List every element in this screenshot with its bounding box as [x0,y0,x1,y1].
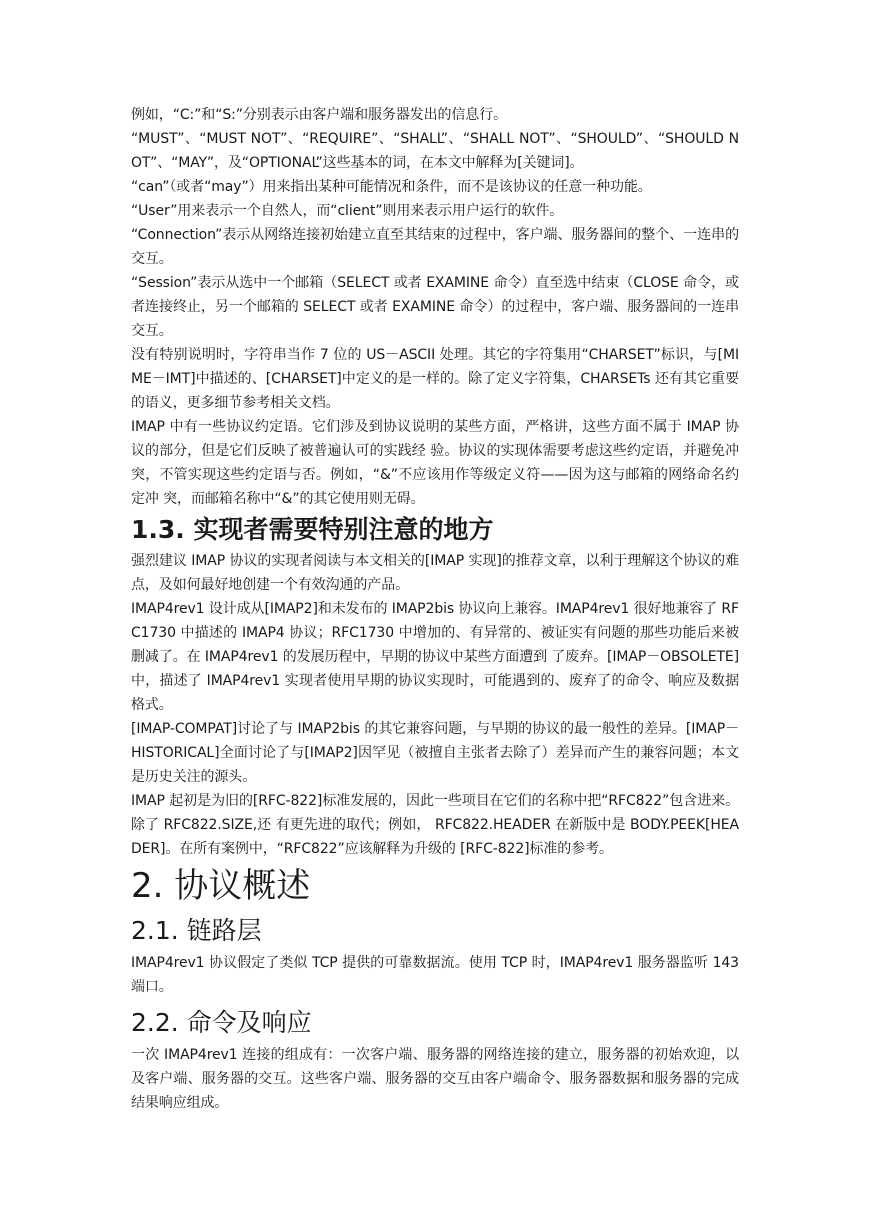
intro-section [131,103,739,511]
paragraph-keywords: “MUST”、“MUST NOT”、“REQUIRE”、“SHALL”、“SHALL NOT”、“SHOULD”、“SHOULD NOT”、“MAY”，及“OPTIONAL”这些基本的词，在本文中解释为[关键词]。 [131,131,739,171]
paragraph-conventions: IMAP 中有一些协议约定语。它们涉及到协议说明的某些方面，严格讲，这些方面不属于 IMAP 协议的部分，但是它们反映了被普遍认可的实践经 验。协议的实现体需要考虑这些约定语，并避免冲突，不管实现这些约定语与否。例如，“&”不应该用作等级定义符——因为这与邮箱的网络命名约定冲 突，而邮箱名称中“&”的其它使用则无碍。 [131,419,739,507]
paragraph-implementers: 强烈建议 IMAP 协议的实现者阅读与本文相关的[IMAP 实现]的推荐文章，以利于理解这个协议的难点，及如何最好地创建一个有效沟通的产品。 [131,553,739,593]
paragraph-link-layer: IMAP4rev1 协议假定了类似 TCP 提供的可靠数据流。使用 TCP 时，IMAP4rev1 服务器监听 143 端口。 [131,955,739,995]
paragraph-can-may: “can”（或者“may”）用来指出某种可能情况和条件，而不是该协议的任意一种功能。 [131,179,652,195]
paragraph-imap-compat: [IMAP-COMPAT]讨论了与 IMAP2bis 的其它兼容问题，与早期的协议的最一般性的差异。[IMAP－HISTORICAL]全面讨论了与[IMAP2]因罕见（被擅自主张者去除了）差异而产生的兼容问题；本文是历史关注的源头。 [131,721,739,785]
document-page [131,103,739,1115]
heading-1-3: 1.3. 实现者需要特别注意的地方 [131,515,494,544]
paragraph-user-client: “User”用来表示一个自然人，而“client”则用来表示用户运行的软件。 [131,203,564,219]
paragraph-connection: “Connection”表示从网络连接初始建立直至其结束的过程中，客户端、服务器间的整个、一连串的交互。 [131,227,739,267]
paragraph-charset: 没有特别说明时，字符串当作 7 位的 US－ASCII 处理。其它的字符集用“CHARSET”标识，与[MIME－IMT]中描述的、[CHARSET]中定义的是一样的。除了定义字符集，CHARSETs 还有其它重要的语义，更多细节参考相关文档。 [131,347,739,411]
heading-2-2: 2.2. 命令及响应 [131,1008,312,1037]
heading-2: 2. 协议概述 [131,866,311,906]
paragraph-commands-responses: 一次 IMAP4rev1 连接的组成有：一次客户端、服务器的网络连接的建立，服务器的初始欢迎，以及客户端、服务器的交互。这些客户端、服务器的交互由客户端命令、服务器数据和服务器的完成结果响应组成。 [131,1047,739,1111]
section-2-2-body [131,1043,739,1115]
paragraph-compatibility: IMAP4rev1 设计成从[IMAP2]和未发布的 IMAP2bis 协议向上兼容。IMAP4rev1 很好地兼容了 RFC1730 中描述的 IMAP4 协议；RFC1730 中增加的、有异常的、被证实有问题的那些功能后来被删减了。在 IMAP4rev1 的发展历程中，早期的协议中某些方面遭到 了废弃。[IMAP－OBSOLETE]中，描述了 IMAP4rev1 实现者使用早期的协议实现时，可能遇到的、废弃了的命令、响应及数据格式。 [131,601,739,713]
paragraph-session: “Session”表示从选中一个邮箱（SELECT 或者 EXAMINE 命令）直至选中结束（CLOSE 命令，或者连接终止，另一个邮箱的 SELECT 或者 EXAMINE 命令）的过程中，客户端、服务器间的一连串交互。 [131,275,739,339]
paragraph-rfc822: IMAP 起初是为旧的[RFC-822]标准发展的，因此一些项目在它们的名称中把“RFC822”包含进来。除了 RFC822.SIZE,还 有更先进的取代；例如， RFC822.HEADER 在新版中是 BODY.PEEK[HEADER]。在所有案例中，“RFC822”应该解释为升级的 [RFC-822]标准的参考。 [131,793,739,857]
section-2-1-body [131,951,739,999]
paragraph-c-s-notation: 例如，“C:”和“S:”分别表示由客户端和服务器发出的信息行。 [131,107,508,123]
heading-2-1: 2.1. 链路层 [131,916,262,945]
section-1-3-body [131,549,739,861]
